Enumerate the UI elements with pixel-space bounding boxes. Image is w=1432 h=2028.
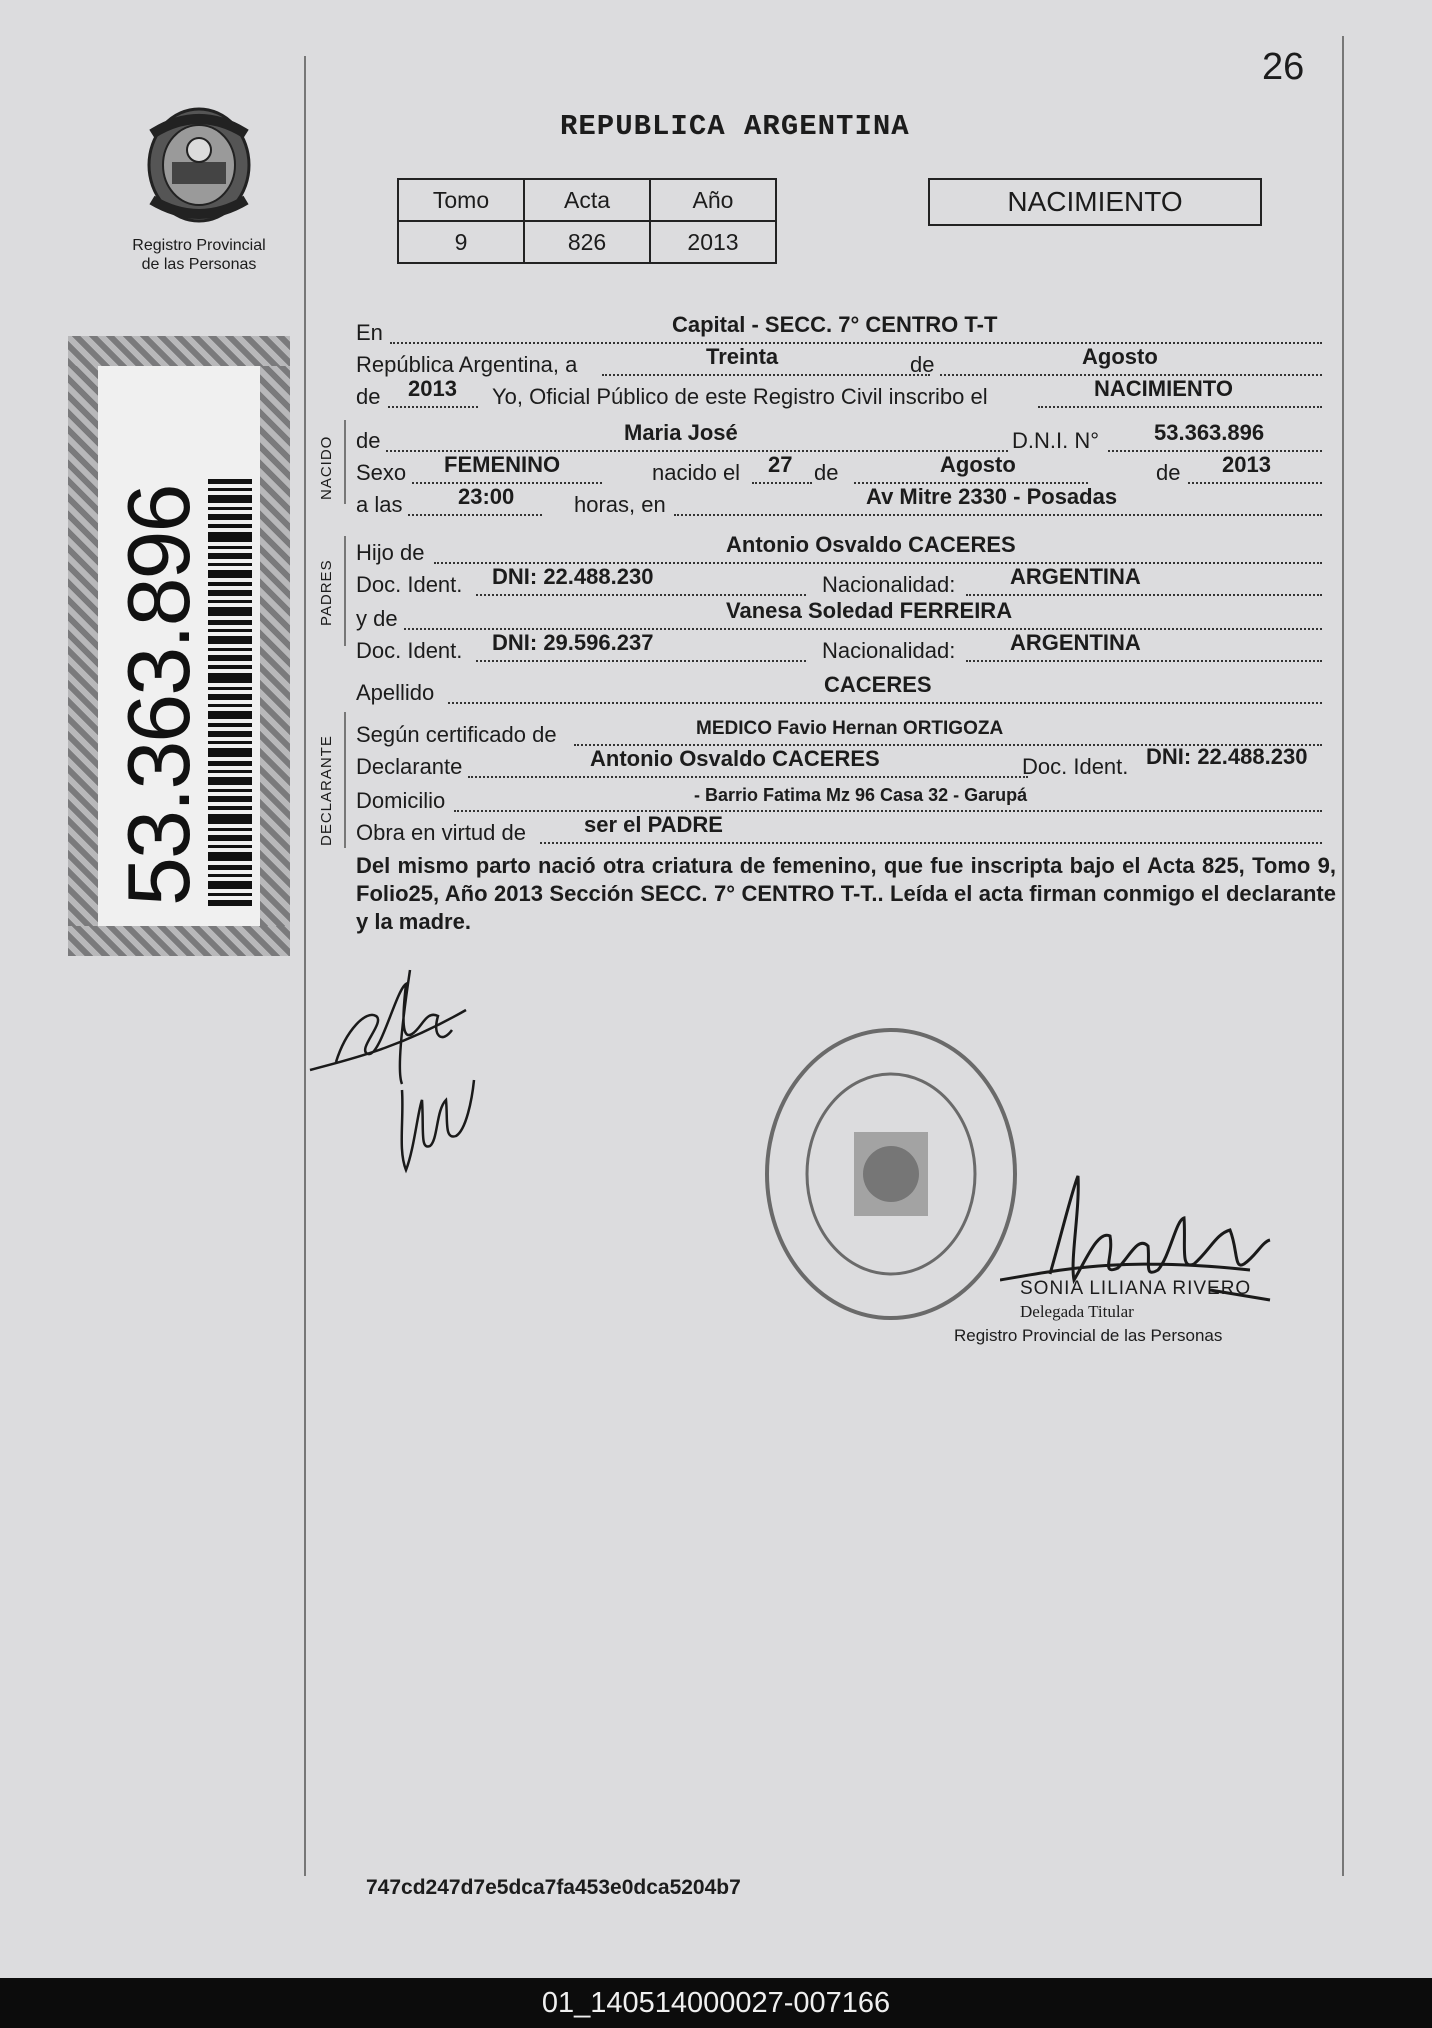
domicilio-value: - Barrio Fatima Mz 96 Casa 32 - Garupá (694, 785, 1028, 805)
right-margin-line (1342, 36, 1344, 1876)
de-label-1: de (910, 352, 935, 377)
madre-nac-value: ARGENTINA (1010, 630, 1141, 655)
padre-doc-value: DNI: 22.488.230 (492, 564, 654, 589)
en-label: En (356, 320, 383, 345)
nac-de-label-2: de (1156, 460, 1181, 485)
logo-caption-line1: Registro Provincial (132, 237, 266, 254)
act-type-box: NACIMIENTO (928, 178, 1262, 226)
logo-caption (118, 236, 280, 274)
nombre-label: de (356, 428, 381, 453)
acta-header: Acta (524, 179, 650, 221)
certificado-value: MEDICO Favio Hernan ORTIGOZA (696, 718, 1004, 739)
page-number: 26 (1262, 46, 1305, 88)
side-label-padres: PADRES (318, 559, 335, 626)
scan-footer-id: 01_140514000027-007166 (0, 1978, 1432, 2028)
horas-label: horas, en (574, 492, 666, 517)
side-label-declarante: DECLARANTE (318, 735, 335, 846)
en-value: Capital - SECC. 7° CENTRO T-T (672, 312, 998, 337)
tomo-acta-anio-table (397, 178, 777, 264)
anio-value: 2013 (650, 221, 776, 263)
acta-value: 826 (524, 221, 650, 263)
nac-de-label-1: de (814, 460, 839, 485)
side-label-nacido: NACIDO (318, 435, 335, 500)
inscribo-label: Yo, Oficial Público de este Registro Civil inscribo el (492, 384, 988, 409)
sexo-value: FEMENINO (444, 452, 561, 477)
doc-label-1: Doc. Ident. (356, 572, 463, 597)
hora-value: 23:00 (458, 484, 515, 509)
barcode-bars (208, 406, 252, 906)
padre-value: Antonio Osvaldo CACERES (726, 532, 1016, 557)
misiones-coat-of-arms-logo (138, 104, 260, 226)
nac-mes-value: Agosto (940, 452, 1016, 477)
republica-label: República Argentina, a (356, 352, 578, 377)
apellido-value: CACERES (824, 672, 932, 697)
nacido-label: nacido el (652, 460, 741, 485)
mes-value: Agosto (1082, 344, 1158, 369)
nac-label-2: Nacionalidad: (822, 638, 956, 663)
apellido-label: Apellido (356, 680, 435, 705)
barcode-sticker (68, 336, 290, 956)
dia-value: Treinta (706, 344, 779, 369)
domicilio-label: Domicilio (356, 788, 446, 813)
obra-value: ser el PADRE (584, 812, 723, 837)
document-hash: 747cd247d7e5dca7fa453e0dca5204b7 (366, 1876, 741, 1899)
nac-dia-value: 27 (768, 452, 793, 477)
declarante-value: Antonio Osvaldo CACERES (590, 746, 880, 771)
padre-nac-value: ARGENTINA (1010, 564, 1141, 589)
official-registry-stamp (762, 1024, 1020, 1324)
decl-doc-value: DNI: 22.488.230 (1146, 744, 1308, 769)
madre-doc-value: DNI: 29.596.237 (492, 630, 654, 655)
decl-doc-label: Doc. Ident. (1022, 754, 1129, 779)
observations-paragraph: Del mismo parto nació otra criatura de femenino, que fue inscripta bajo el Acta 825, Tomo 9, Folio25, Año 2013 Sección SECC. 7° CENTRO T-T.. Leída el acta firman conmigo el declarante y la madre. (356, 853, 1336, 934)
nac-label-1: Nacionalidad: (822, 572, 956, 597)
tomo-value: 9 (398, 221, 524, 263)
signatory-name: SONIA LILIANA RIVERO (1020, 1278, 1252, 1299)
de-label-2: de (356, 384, 381, 409)
y-de-label: y de (356, 606, 398, 631)
anio-value-text: 2013 (408, 376, 457, 401)
nombre-value: Maria José (624, 420, 738, 445)
nac-anio-value: 2013 (1222, 452, 1271, 477)
signatory-role: Delegada Titular (1020, 1302, 1134, 1321)
declarant-and-mother-signatures (306, 950, 526, 1190)
logo-caption-line2: de las Personas (141, 256, 257, 273)
signatory-organization: Registro Provincial de las Personas (954, 1326, 1223, 1345)
lugar-value: Av Mitre 2330 - Posadas (866, 484, 1118, 509)
inscribo-value: NACIMIENTO (1094, 376, 1233, 401)
tomo-header: Tomo (398, 179, 524, 221)
anio-header: Año (650, 179, 776, 221)
declarante-label: Declarante (356, 754, 463, 779)
doc-label-2: Doc. Ident. (356, 638, 463, 663)
sexo-label: Sexo (356, 460, 407, 485)
hijo-label: Hijo de (356, 540, 425, 565)
a-las-label: a las (356, 492, 403, 517)
dni-label: D.N.I. N° (1012, 428, 1100, 453)
obra-label: Obra en virtud de (356, 820, 526, 845)
dni-value: 53.363.896 (1154, 420, 1265, 445)
barcode-number: 53.363.896 (109, 485, 208, 906)
certificado-label: Según certificado de (356, 722, 557, 747)
madre-value: Vanesa Soledad FERREIRA (726, 598, 1013, 623)
document-title: REPUBLICA ARGENTINA (560, 110, 910, 143)
